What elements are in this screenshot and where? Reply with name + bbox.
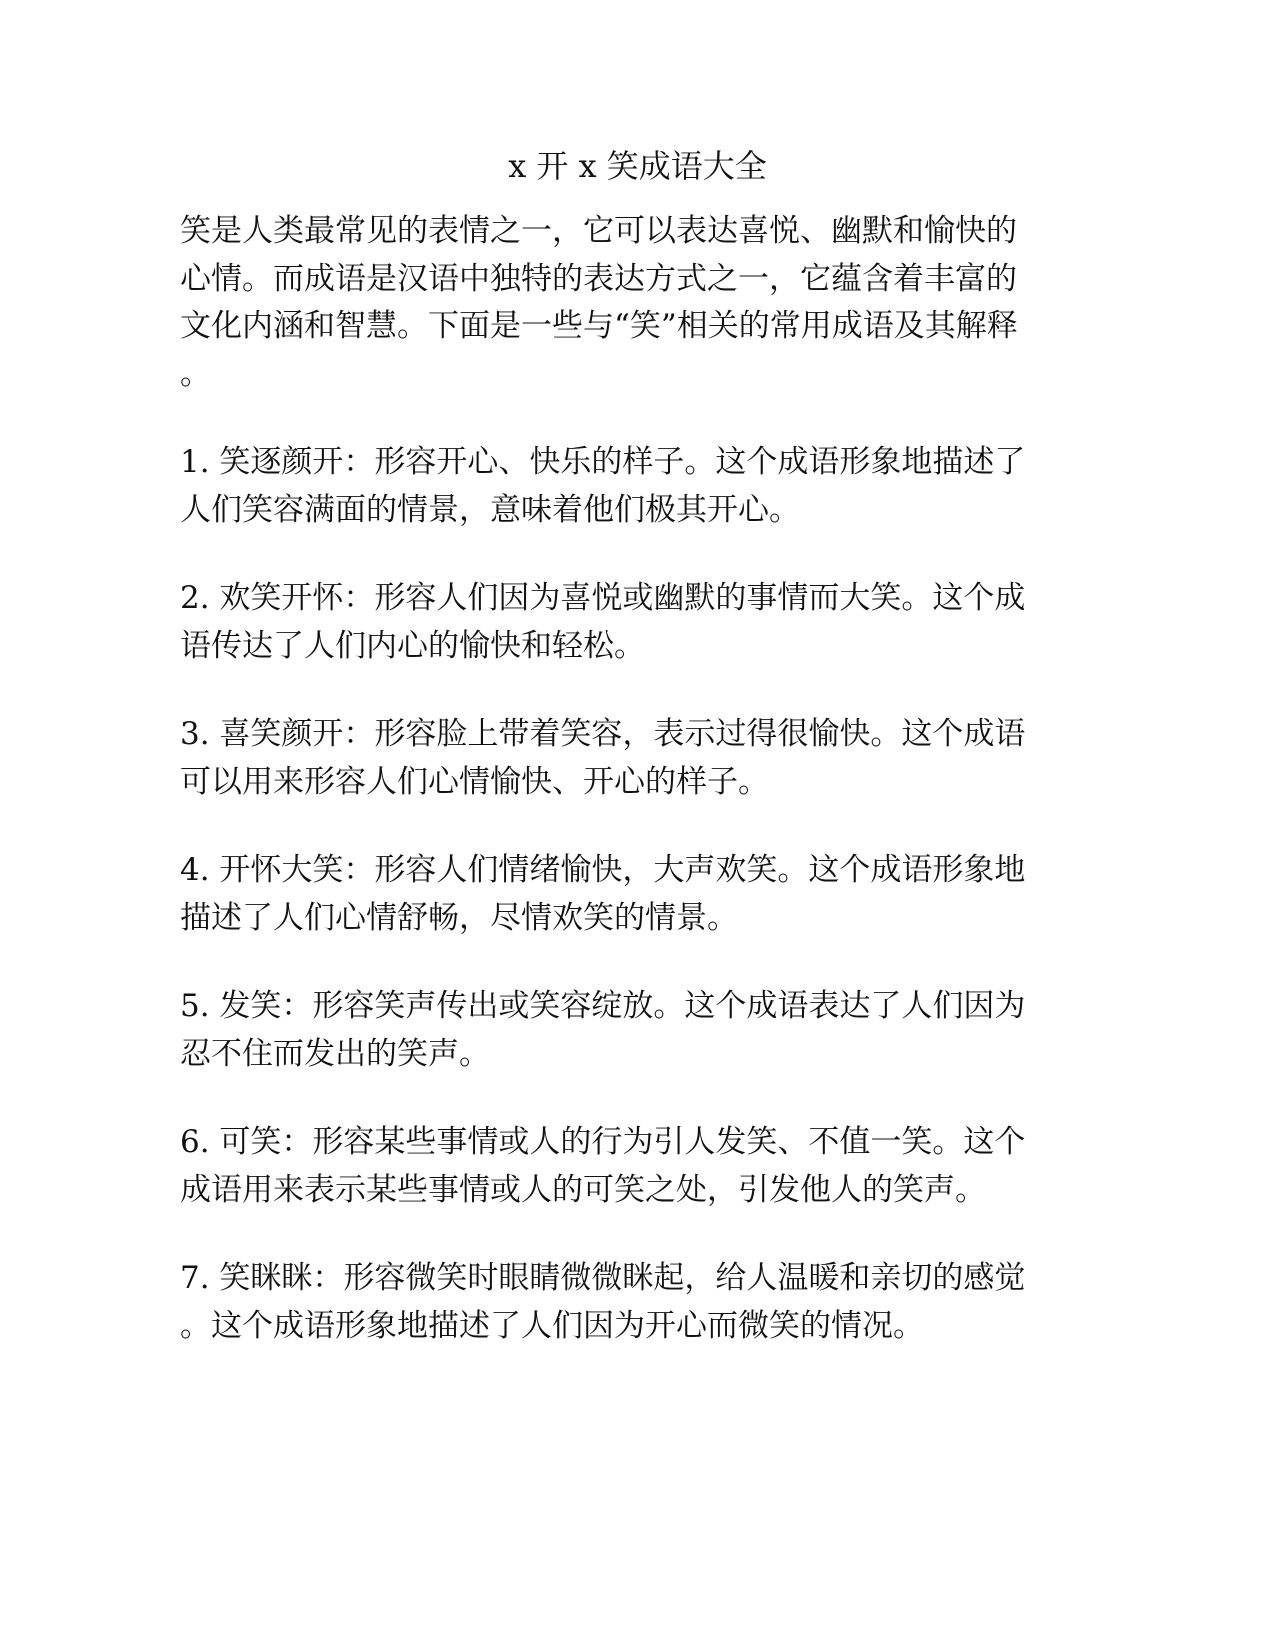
text-line: 笑是人类最常见的表情之一，它可以表达喜悦、幽默和愉快的 [180, 213, 1017, 249]
text-line: 忍不住而发出的笑声。 [180, 1035, 490, 1072]
text-line: 描述了人们心情舒畅，尽情欢笑的情景。 [180, 899, 738, 936]
text-line: 7. 笑眯眯：形容微笑时眼睛微微眯起，给人温暖和亲切的感觉 [180, 1260, 1026, 1296]
idiom-entry [180, 983, 1050, 1078]
text-line: 成语用来表示某些事情或人的可笑之处，引发他人的笑声。 [180, 1171, 986, 1208]
intro-paragraph [180, 208, 1050, 398]
idiom-entry [180, 847, 1050, 942]
idiom-entry [180, 1119, 1050, 1214]
text-line: 可以用来形容人们心情愉快、开心的样子。 [180, 763, 769, 800]
text-line: 5. 发笑：形容笑声传出或笑容绽放。这个成语表达了人们因为 [180, 988, 1026, 1024]
text-line: 4. 开怀大笑：形容人们情绪愉快，大声欢笑。这个成语形象地 [180, 852, 1026, 888]
idiom-entry [180, 439, 1050, 534]
idiom-entry [180, 711, 1050, 806]
text-line: 。 [180, 355, 211, 392]
text-line: 2. 欢笑开怀：形容人们因为喜悦或幽默的事情而大笑。这个成 [180, 580, 1026, 616]
idiom-entry [180, 575, 1050, 670]
document-body [180, 208, 1050, 1391]
text-line: 文化内涵和智慧。下面是一些与“笑”相关的常用成语及其解释 [180, 308, 1018, 344]
text-line: 1. 笑逐颜开：形容开心、快乐的样子。这个成语形象地描述了 [180, 444, 1026, 480]
text-line: 3. 喜笑颜开：形容脸上带着笑容，表示过得很愉快。这个成语 [180, 716, 1026, 752]
text-line: 。这个成语形象地描述了人们因为开心而微笑的情况。 [180, 1307, 924, 1344]
idiom-entry [180, 1255, 1050, 1350]
document-title: x 开 x 笑成语大全 [508, 147, 767, 185]
text-line: 语传达了人们内心的愉快和轻松。 [180, 627, 645, 664]
text-line: 6. 可笑：形容某些事情或人的行为引人发笑、不值一笑。这个 [180, 1124, 1026, 1160]
text-line: 心情。而成语是汉语中独特的表达方式之一，它蕴含着丰富的 [180, 260, 1017, 297]
text-line: 人们笑容满面的情景，意味着他们极其开心。 [180, 491, 800, 528]
